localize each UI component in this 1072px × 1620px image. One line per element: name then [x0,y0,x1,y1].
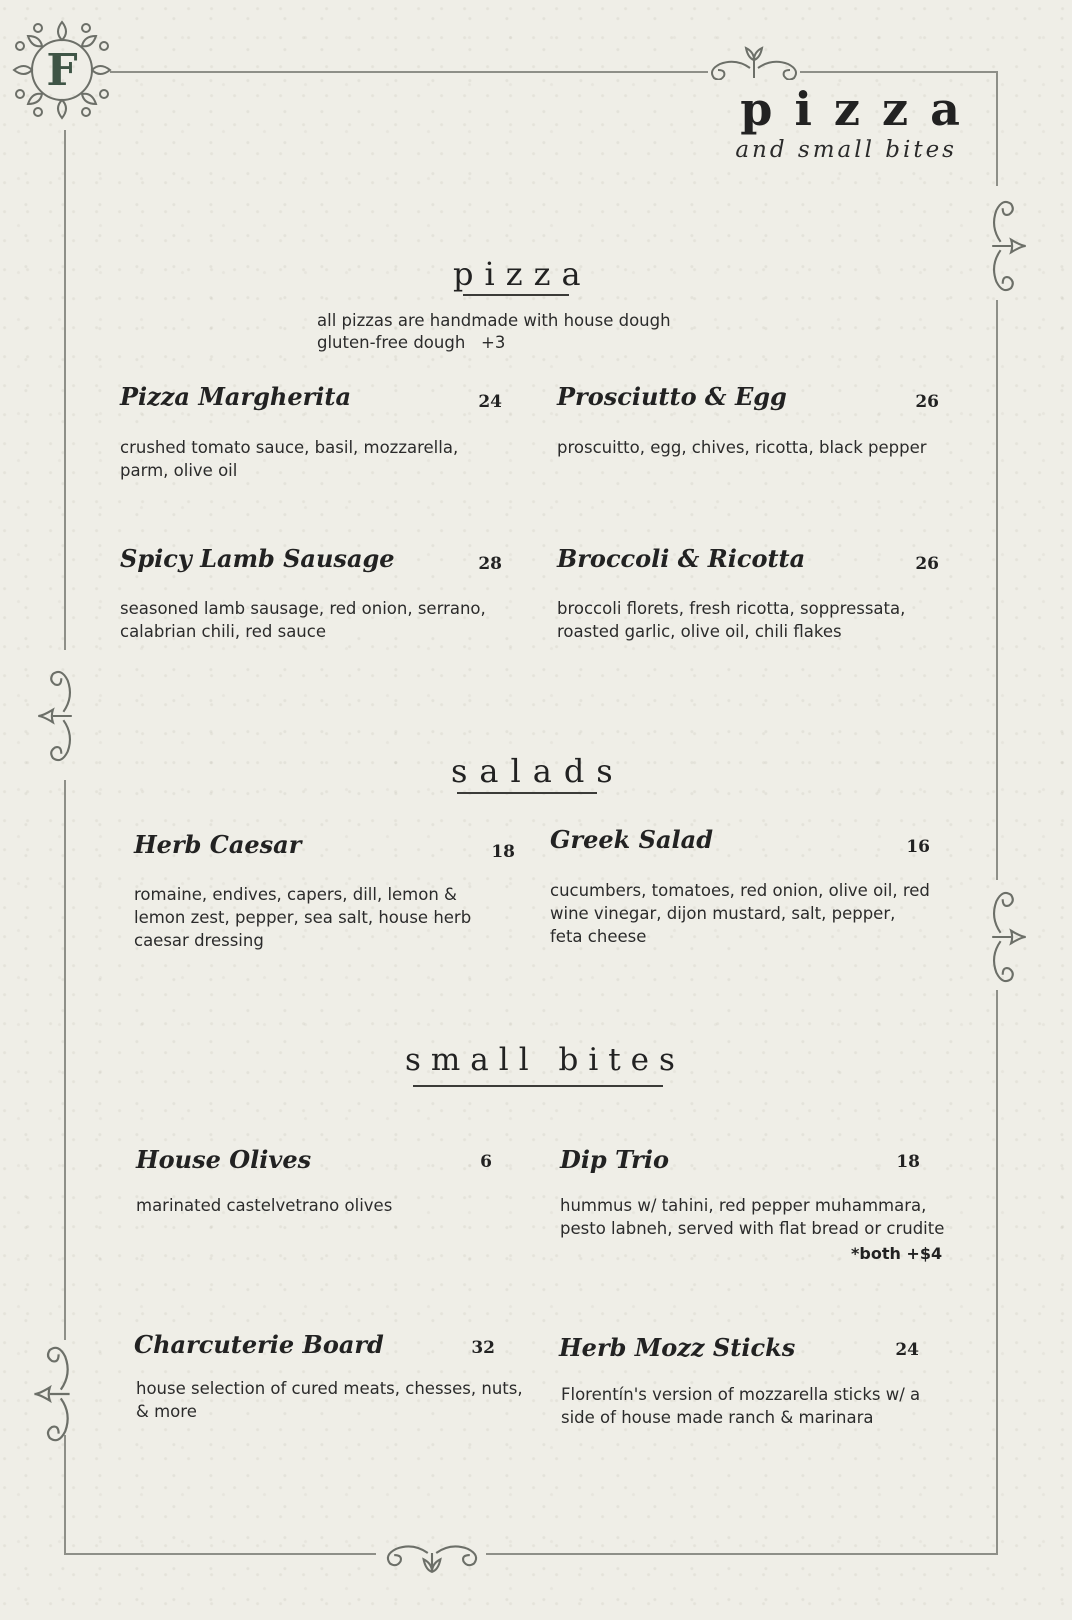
right-ornament-2 [988,883,1030,991]
item-description: romaine, endives, capers, dill, lemon & lemon zest, pepper, sea salt, house herb caesar dressing [134,885,472,950]
frame-top-left [110,71,708,73]
tulip-flourish-icon [988,192,1030,300]
menu-title: pizza [740,82,982,136]
tulip-flourish-icon [988,883,1030,991]
item-price: 26 [915,554,939,574]
frame-bottom-right [486,1553,998,1555]
tulip-flourish-icon [380,1532,484,1574]
item-name: Herb Caesar [134,830,302,859]
item-name: Charcuterie Board [134,1330,384,1359]
item-description: proscuitto, egg, chives, ricotta, black pepper [557,438,927,457]
section-title-salads: salads [451,752,625,790]
left-ornament-1 [34,660,76,772]
frame-right-3 [996,990,998,1555]
item-price: 18 [896,1152,920,1172]
logo-letter: F [46,44,78,96]
pizza-note-gluten-free: gluten-free dough +3 [317,333,506,352]
item-name: House Olives [136,1145,312,1174]
item-name: Spicy Lamb Sausage [120,544,395,573]
item-price: 6 [480,1152,492,1172]
left-ornament-2 [30,1338,74,1450]
item-price: 18 [491,842,515,862]
section-title-pizza: pizza [453,255,592,293]
floral-logo [6,14,118,126]
pizza-note-dough: all pizzas are handmade with house dough [317,311,671,330]
item-price: 24 [895,1340,919,1360]
frame-left-3 [64,1435,66,1555]
right-ornament-1 [988,192,1030,300]
top-ornament [706,40,802,80]
item-description: marinated castelvetrano olives [136,1196,393,1215]
bottom-ornament [380,1532,484,1574]
item-description: seasoned lamb sausage, red onion, serrano, calabrian chili, red sauce [120,599,486,641]
item-price: 16 [906,837,930,857]
tulip-flourish-icon [30,1338,74,1450]
item-description: cucumbers, tomatoes, red onion, olive oil, red wine vinegar, dijon mustard, salt, pepper, feta cheese [550,881,930,946]
item-name: Prosciutto & Egg [557,382,787,411]
item-price: 26 [915,392,939,412]
section-rule-pizza [463,294,569,296]
item-price: 24 [478,392,502,412]
item-name: Dip Trio [560,1145,669,1174]
item-description: house selection of cured meats, chesses, nuts, & more [136,1379,523,1421]
frame-left-2 [64,780,66,1340]
item-description: Florentín's version of mozzarella sticks w/ a side of house made ranch & marinara [561,1385,921,1427]
item-price: 32 [471,1338,495,1358]
frame-bottom-left [64,1553,376,1555]
item-extra-note: *both +$4 [851,1244,943,1263]
frame-top-right [800,71,998,73]
frame-right-1 [996,71,998,186]
item-price: 28 [478,554,502,574]
item-description: hummus w/ tahini, red pepper muhammara, pesto labneh, served with flat bread or crudite [560,1196,945,1238]
item-description: crushed tomato sauce, basil, mozzarella, parm, olive oil [120,438,459,480]
item-description: broccoli florets, fresh ricotta, soppressata, roasted garlic, olive oil, chili flakes [557,599,906,641]
tulip-flourish-icon [706,40,802,80]
item-name: Broccoli & Ricotta [557,544,806,573]
frame-right-2 [996,300,998,880]
menu-subtitle: and small bites [735,137,957,163]
tulip-flourish-icon [34,660,76,772]
section-title-small-bites: small bites [405,1042,685,1078]
frame-left-1 [64,130,66,650]
item-name: Herb Mozz Sticks [559,1333,796,1362]
section-rule-salads [457,792,597,794]
item-name: Pizza Margherita [120,382,351,411]
item-name: Greek Salad [550,825,713,854]
section-rule-small-bites [413,1085,663,1087]
